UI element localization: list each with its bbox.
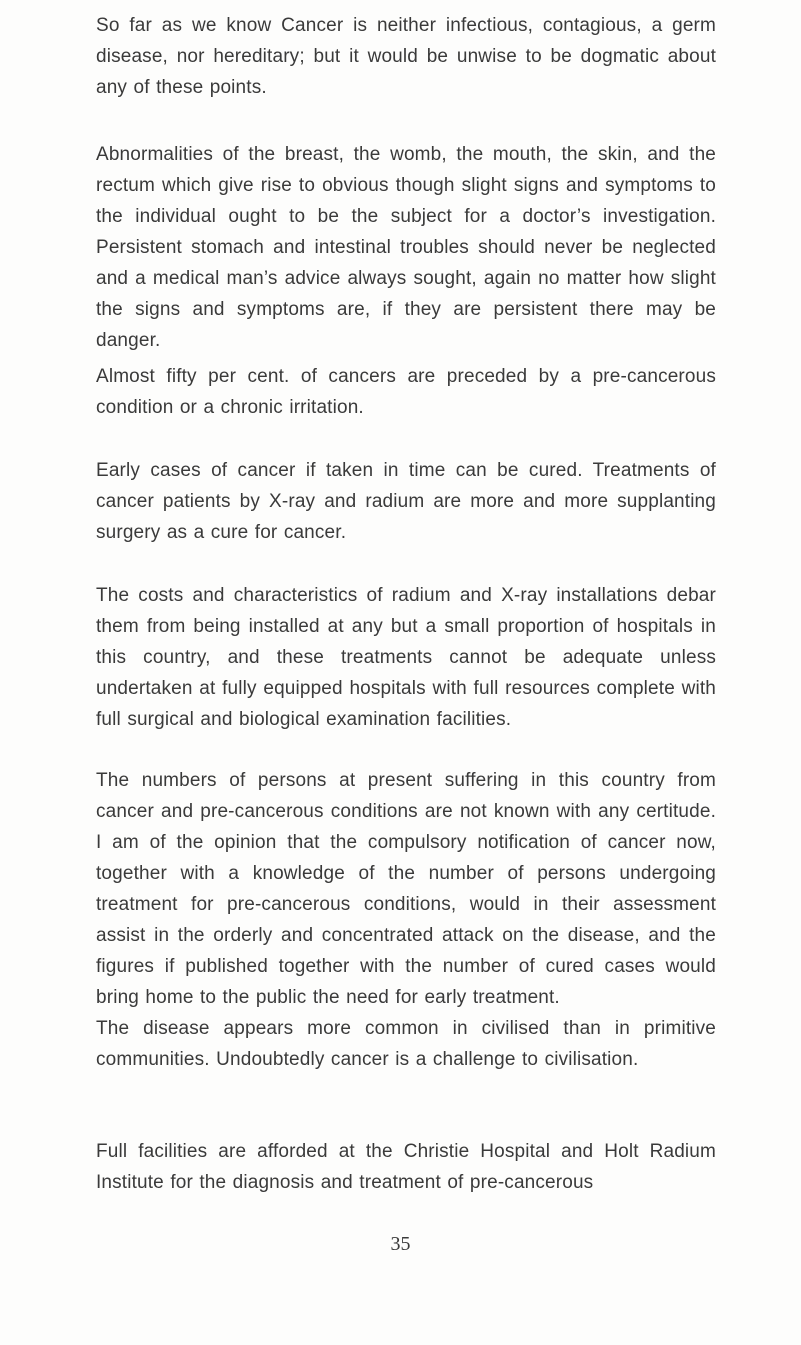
paragraph-early-cases: Early cases of cancer if taken in time can be cured. Treatments of cancer patients by X-ray and radium are more and more supplanting surgery as a cure for cancer.: [96, 460, 716, 543]
paragraph-pre-cancerous: Almost fifty per cent. of cancers are preceded by a pre-cancerous condition or a chronic irritation.: [96, 366, 716, 418]
page-number: 35: [390, 1233, 411, 1255]
paragraph-abnormalities: Abnormalities of the breast, the womb, the mouth, the skin, and the rectum which give rise to obvious though slight signs and symptoms to the individual ought to be the subject for a doctor’s investigation. Persistent stomach and intestinal troubles should never be neglected and a medical man’s advice always sought, again no matter how slight the signs and symptoms are, if they are persistent there may be danger.: [96, 144, 716, 351]
paragraph-facilities: Full facilities are afforded at the Christie Hospital and Holt Radium Institute for the diagnosis and treatment of pre-cancerous: [96, 1141, 716, 1193]
paragraph-cancer-nature: So far as we know Cancer is neither infectious, contagious, a germ disease, nor hereditary; but it would be unwise to be dogmatic about any of these points.: [96, 15, 716, 98]
paragraph-numbers: The numbers of persons at present suffering in this country from cancer and pre-cancerous conditions are not known with any certitude. I am of the opinion that the compulsory notification of cancer now, together with a knowledge of the number of persons undergoing treatment for pre-cancerous conditions, would in their assessment assist in the orderly and concentrated attack on the disease, and the figures if published together with the number of cured cases would bring home to the public the need for early treatment.: [96, 770, 716, 1008]
paragraph-costs: The costs and characteristics of radium and X-ray installations debar them from being installed at any but a small proportion of hospitals in this country, and these treatments cannot be adequate unless undertaken at fully equipped hospitals with full resources complete with full surgical and biological examination facilities.: [96, 585, 716, 730]
paragraph-civilisation: The disease appears more common in civilised than in primitive communities. Undoubtedly cancer is a challenge to civilisation.: [96, 1018, 716, 1070]
